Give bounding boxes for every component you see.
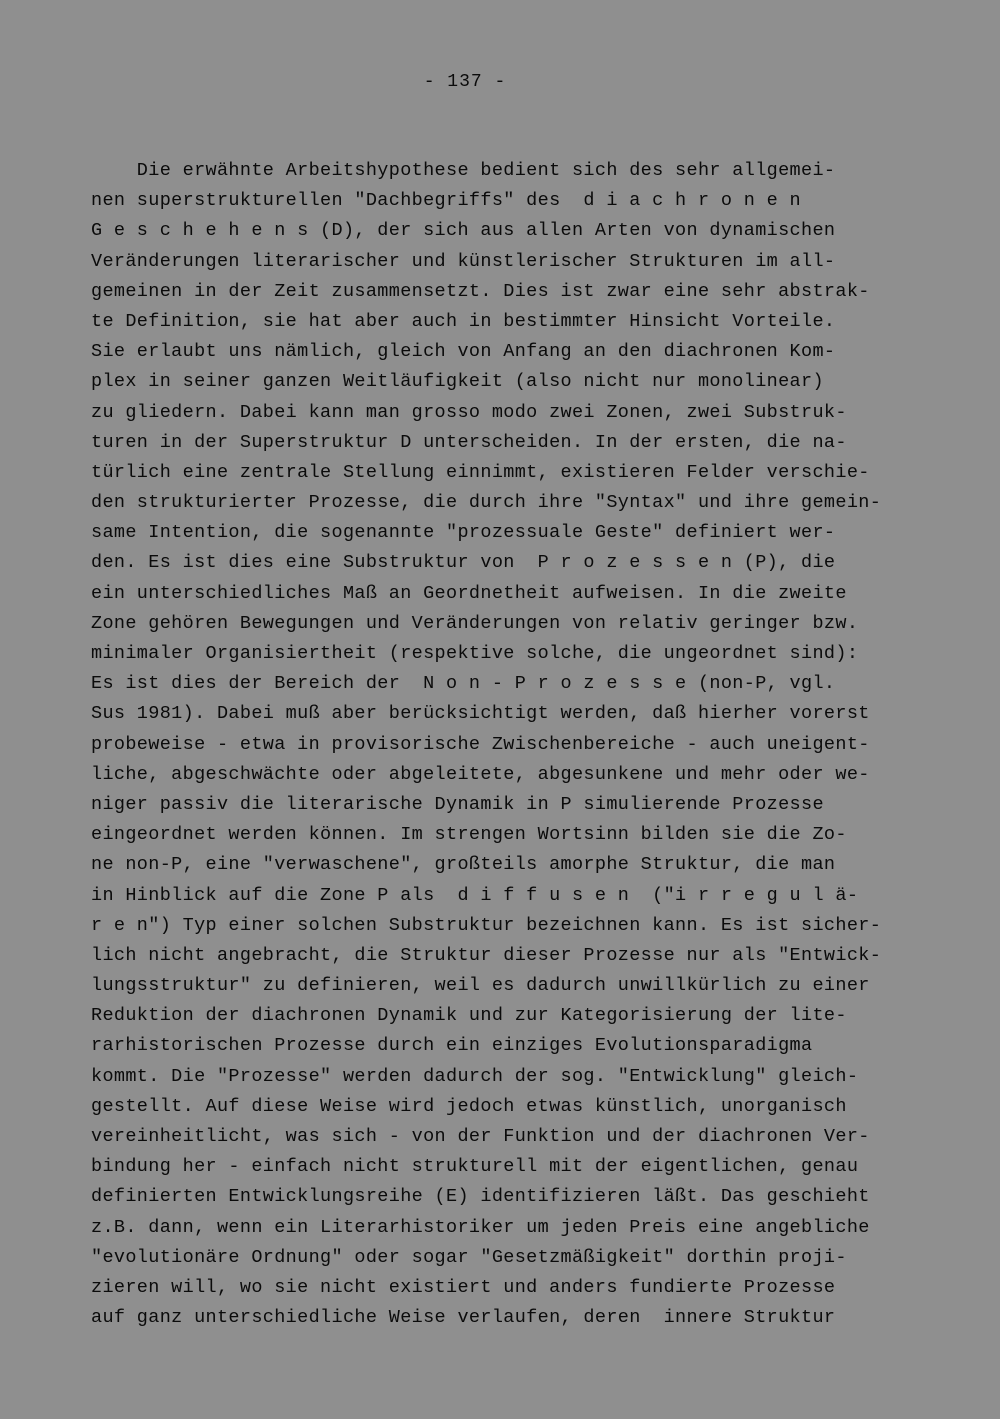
text-line: in Hinblick auf die Zone P als d i f f u s e n ("i r r e g u l ä-: [91, 884, 859, 906]
page-number: - 137 -: [423, 72, 507, 92]
text-line: probeweise - etwa in provisorische Zwischenbereiche - auch uneigent-: [91, 733, 870, 755]
text-line: den. Es ist dies eine Substruktur von P r o z e s s e n (P), die: [91, 552, 836, 574]
text-line: r e n") Typ einer solchen Substruktur bezeichnen kann. Es ist sicher-: [91, 914, 882, 936]
text-line: nen superstrukturellen "Dachbegriffs" des d i a c h r o n e n: [91, 190, 802, 212]
text-line: Die erwähnte Arbeitshypothese bedient sich des sehr allgemei-: [91, 160, 836, 181]
text-line: eingeordnet werden können. Im strengen Wortsinn bilden sie die Zo-: [91, 824, 847, 846]
text-line: plex in seiner ganzen Weitläufigkeit (also nicht nur monolinear): [91, 371, 824, 393]
text-line: auf ganz unterschiedliche Weise verlaufen, deren innere Struktur: [91, 1307, 836, 1329]
text-line: gemeinen in der Zeit zusammensetzt. Dies ist zwar eine sehr abstrak-: [91, 280, 870, 302]
text-line: ein unterschiedliches Maß an Geordnetheit aufweisen. In die zweite: [91, 582, 847, 604]
text-line: Sie erlaubt uns nämlich, gleich von Anfang an den diachronen Kom-: [91, 341, 836, 363]
text-line: bindung her - einfach nicht strukturell mit der eigentlichen, genau: [91, 1156, 859, 1178]
text-line: Veränderungen literarischer und künstlerischer Strukturen im all-: [91, 250, 836, 272]
text-line: Sus 1981). Dabei muß aber berücksichtigt werden, daß hierher vorerst: [91, 703, 870, 725]
text-line: G e s c h e h e n s (D), der sich aus allen Arten von dynamischen: [91, 220, 836, 242]
text-line: vereinheitlicht, was sich - von der Funktion und der diachronen Ver-: [91, 1126, 870, 1147]
text-line: liche, abgeschwächte oder abgeleitete, abgesunkene und mehr oder we-: [91, 763, 870, 785]
text-line: lich nicht angebracht, die Struktur dieser Prozesse nur als "Entwick-: [91, 944, 882, 966]
text-line: minimaler Organisiertheit (respektive solche, die ungeordnet sind):: [91, 643, 859, 664]
text-line: niger passiv die literarische Dynamik in P simulierende Prozesse: [91, 793, 824, 815]
text-line: rarhistorischen Prozesse durch ein einziges Evolutionsparadigma: [91, 1035, 813, 1057]
text-line: definierten Entwicklungsreihe (E) identifizieren läßt. Das geschieht: [91, 1186, 870, 1208]
text-line: zieren will, wo sie nicht existiert und anders fundierte Prozesse: [91, 1276, 836, 1298]
text-line: turen in der Superstruktur D unterscheiden. In der ersten, die na-: [91, 431, 847, 453]
text-line: Es ist dies der Bereich der N o n - P r o z e s s e (non-P, vgl.: [91, 673, 836, 695]
text-line: zu gliedern. Dabei kann man grosso modo zwei Zonen, zwei Substruk-: [91, 401, 847, 423]
body-text: [91, 156, 921, 1333]
text-line: z.B. dann, wenn ein Literarhistoriker um jeden Preis eine angebliche: [91, 1216, 870, 1238]
text-line: "evolutionäre Ordnung" oder sogar "Gesetzmäßigkeit" dorthin proji-: [91, 1246, 847, 1268]
text-line: kommt. Die "Prozesse" werden dadurch der sog. "Entwicklung" gleich-: [91, 1065, 859, 1087]
text-line: gestellt. Auf diese Weise wird jedoch etwas künstlich, unorganisch: [91, 1095, 847, 1117]
text-line: same Intention, die sogenannte "prozessuale Geste" definiert wer-: [91, 522, 836, 544]
text-line: türlich eine zentrale Stellung einnimmt, existieren Felder verschie-: [91, 461, 870, 483]
text-line: ne non-P, eine "verwaschene", großteils amorphe Struktur, die man: [91, 854, 836, 876]
text-line: Zone gehören Bewegungen und Veränderungen von relativ geringer bzw.: [91, 612, 859, 634]
text-line: Reduktion der diachronen Dynamik und zur Kategorisierung der lite-: [91, 1005, 847, 1027]
text-line: den strukturierter Prozesse, die durch ihre "Syntax" und ihre gemein-: [91, 492, 882, 514]
text-line: lungsstruktur" zu definieren, weil es dadurch unwillkürlich zu einer: [91, 975, 870, 997]
text-line: te Definition, sie hat aber auch in bestimmter Hinsicht Vorteile.: [91, 310, 836, 332]
